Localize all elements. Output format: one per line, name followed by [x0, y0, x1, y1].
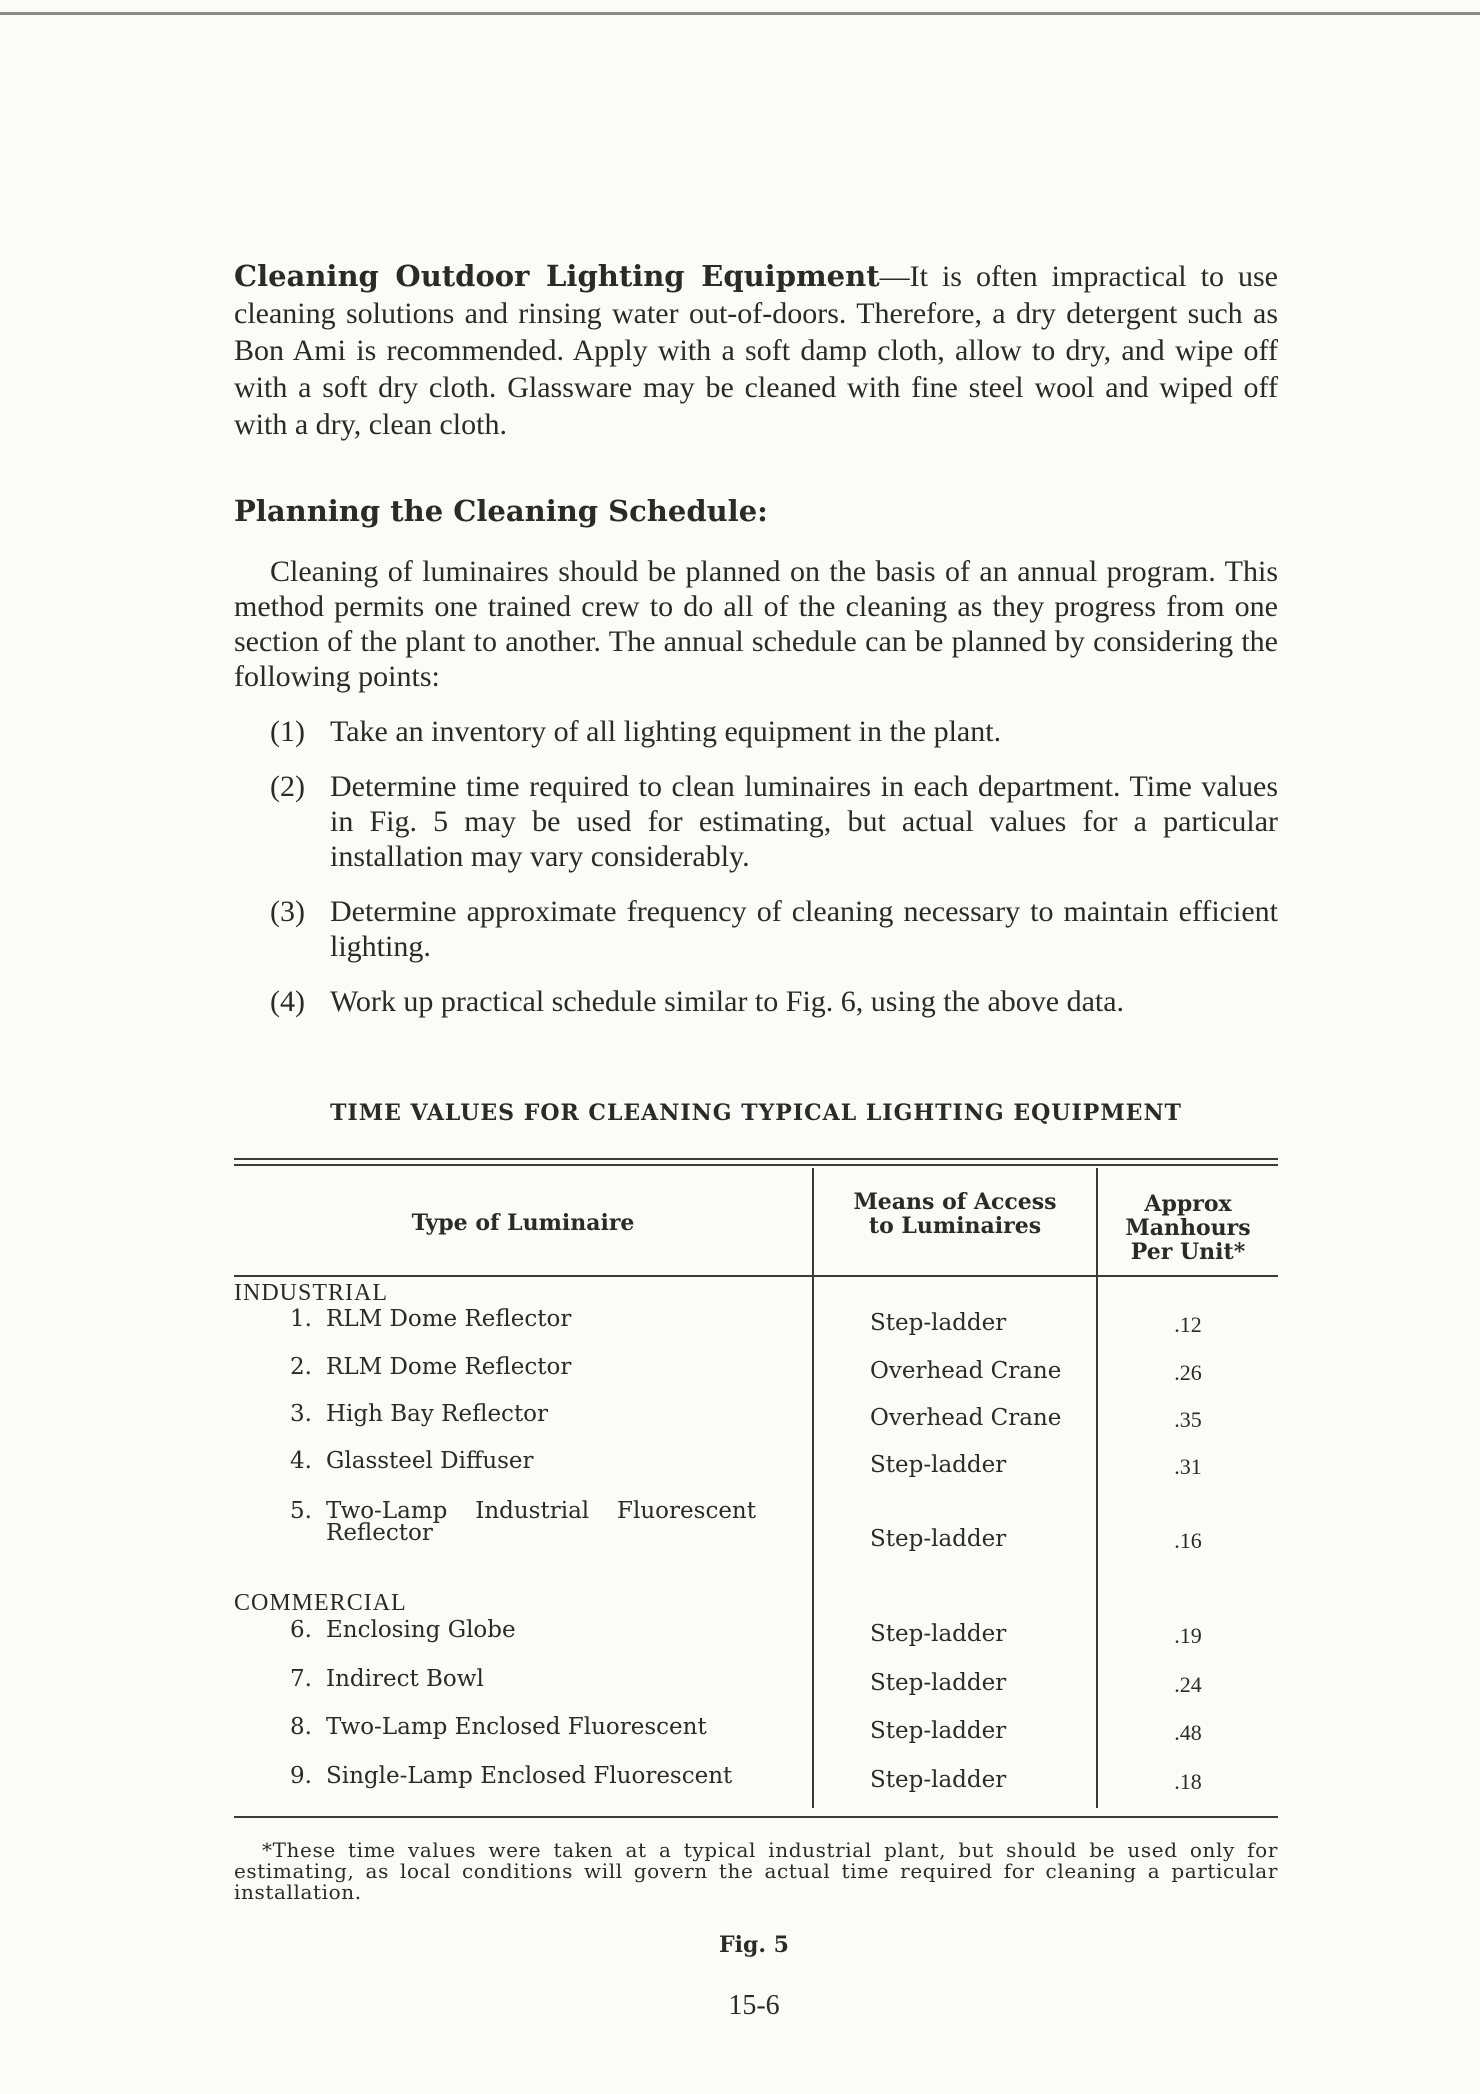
step-text: Take an inventory of all lighting equipment in the plant.: [330, 715, 1002, 748]
row-access: Step-ladder: [870, 1621, 1007, 1647]
row-name: Enclosing Globe: [326, 1617, 516, 1643]
step-number: (1): [270, 715, 305, 748]
row-access: Step-ladder: [870, 1718, 1007, 1744]
row-name: High Bay Reflector: [326, 1401, 549, 1427]
step-text: Work up practical schedule similar to Fig. 6, using the above data.: [330, 985, 1125, 1018]
row-number: 9.: [290, 1763, 312, 1789]
row-name: RLM Dome Reflector: [326, 1354, 572, 1380]
step-number: (3): [270, 895, 305, 928]
step-number: (2): [270, 770, 305, 803]
row-name: Single-Lamp Enclosed Fluorescent: [326, 1763, 733, 1789]
row-hours: .48: [1174, 1720, 1202, 1745]
row-hours: .16: [1174, 1528, 1202, 1553]
row-access: Step-ladder: [870, 1310, 1007, 1336]
step-text: Determine time required to clean luminaires in each department. Time values in Fig. 5 may be used for estimating, but actual values for a particular installation may vary considerably.: [330, 770, 1278, 873]
row-name: Two-Lamp Enclosed Fluorescent: [326, 1714, 707, 1740]
intro-text: —It is often impractical to use cleaning solutions and rinsing water out-of-doors. Therefore, a dry detergent such as Bon Ami is recommended. Apply with a soft damp cloth, allow to dry, and wipe off with a soft dry cloth. Glassware may be cleaned with fine steel wool and wiped off with a dry, clean cloth.: [234, 260, 1278, 441]
table-footnote: *These time values were taken at a typical industrial plant, but should be used only for estimating, as local conditions will govern the actual time required for cleaning a particular installation.: [234, 1838, 1278, 1904]
row-name: Two-Lamp Industrial Fluorescent Reflector: [326, 1498, 756, 1546]
row-access: Overhead Crane: [870, 1405, 1062, 1431]
row-name: Glassteel Diffuser: [326, 1448, 534, 1474]
step-text: Determine approximate frequency of cleaning necessary to maintain efficient lighting.: [330, 895, 1278, 963]
row-number: 4.: [290, 1448, 312, 1474]
figure-label: Fig. 5: [719, 1932, 789, 1958]
row-access: Step-ladder: [870, 1670, 1007, 1696]
row-hours: .19: [1174, 1623, 1202, 1648]
page-number: 15-6: [728, 1990, 780, 2021]
schedule-paragraph: Cleaning of luminaires should be planned on the basis of an annual program. This method permits one trained crew to do all of the cleaning as they progress from one section of the plant to another. The annual schedule can be planned by considering the following points:: [234, 555, 1278, 693]
row-number: 6.: [290, 1617, 312, 1643]
row-number: 7.: [290, 1666, 312, 1692]
table-title: TIME VALUES FOR CLEANING TYPICAL LIGHTING EQUIPMENT: [330, 1100, 1182, 1126]
row-hours: .18: [1174, 1769, 1202, 1794]
schedule-heading: Planning the Cleaning Schedule:: [234, 494, 768, 528]
header-hours-line: Manhours: [1125, 1215, 1251, 1241]
header-type: Type of Luminaire: [411, 1210, 635, 1236]
row-number: 8.: [290, 1714, 312, 1740]
row-access: Step-ladder: [870, 1767, 1007, 1793]
category-industrial: INDUSTRIAL: [234, 1280, 388, 1306]
header-access-line: to Luminaires: [868, 1213, 1042, 1239]
category-commercial: COMMERCIAL: [234, 1590, 407, 1616]
row-number: 5.: [290, 1498, 312, 1524]
row-access: Step-ladder: [870, 1526, 1007, 1552]
row-access: Overhead Crane: [870, 1358, 1062, 1384]
row-hours: .26: [1174, 1360, 1202, 1385]
row-name: RLM Dome Reflector: [326, 1306, 572, 1332]
row-hours: .35: [1174, 1407, 1202, 1432]
row-hours: .31: [1174, 1454, 1202, 1479]
row-hours: .12: [1174, 1312, 1202, 1337]
header-access-line: Means of Access: [853, 1189, 1057, 1215]
header-hours-line: Approx: [1144, 1191, 1232, 1217]
row-access: Step-ladder: [870, 1452, 1007, 1478]
step-number: (4): [270, 985, 305, 1018]
intro-heading: Cleaning Outdoor Lighting Equipment: [234, 259, 880, 293]
row-number: 2.: [290, 1354, 312, 1380]
row-name: Indirect Bowl: [326, 1666, 484, 1692]
row-number: 3.: [290, 1401, 312, 1427]
row-hours: .24: [1174, 1672, 1202, 1697]
header-hours-line: Per Unit*: [1130, 1239, 1246, 1265]
row-number: 1.: [290, 1306, 312, 1332]
